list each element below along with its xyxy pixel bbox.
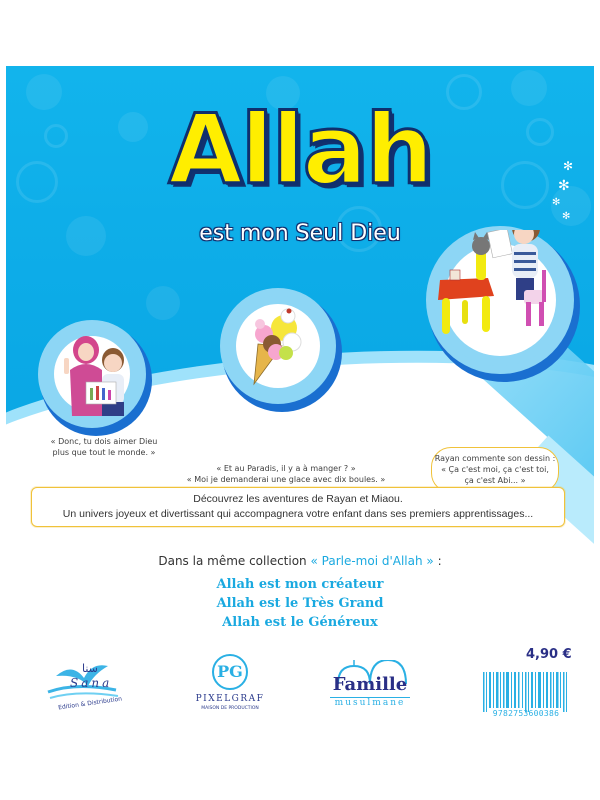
musulmane-text: musulmane [330,697,410,708]
book-title: Allah est le Généreux [222,614,378,630]
blurb-box [31,487,565,527]
sana-name: Sana [70,676,113,690]
collection-suffix: : [433,554,442,568]
pixelgraf-tagline: MAISON DE PRODUCTION [201,706,259,711]
cover-title: Allah [168,94,432,206]
flower-icon: ✻ [562,211,571,222]
flower-icon: ✻ [563,159,574,173]
sana-logo [46,656,126,712]
collection-prefix: Dans la même collection [158,554,311,568]
collection-book-list [6,576,594,633]
caption-line: « Et au Paradis, il y a à manger ? » [216,464,356,473]
ice-cream-illustration [246,306,316,386]
flower-icon: ✻ [552,197,561,208]
caption-line: Rayan commente son dessin : [434,454,556,463]
book-title: Allah est le Très Grand [216,595,384,611]
bubble-decoration [146,286,180,320]
collection-series-name: « Parle-moi d'Allah » [310,554,434,568]
caption-mother-and-child [34,437,174,459]
caption-line: « Moi je demanderai une glace avec dix boules. » [186,474,386,484]
famille-musulmane-logo [330,660,410,710]
sana-arabic: سنا [82,662,98,675]
flower-icon: ✻ [558,178,570,194]
pixelgraf-name: PIXELGRAF [195,694,265,704]
price-label: 4,90 € [526,647,572,662]
bubble-decoration [511,70,547,106]
caption-line: ça c'est Abi... » [464,475,526,485]
isbn-number: 9782753600386 [492,709,560,718]
mother-and-child-illustration [58,330,138,420]
famille-text: Famille [332,674,408,695]
blurb-line-1: Découvrez les aventures de Rayan et Miaou. [193,493,403,505]
barcode-icon [483,672,569,712]
cover-subtitle: est mon Seul Dieu [199,221,401,246]
caption-line: « Ça c'est moi, ça c'est toi, [441,464,549,474]
caption-line: plus que tout le monde. » [52,447,156,457]
pixelgraf-monogram: PG [212,654,248,690]
caption-ice-cream [166,464,406,486]
book-back-cover [6,66,594,800]
blurb-line-2: Un univers joyeux et divertissant qui accompagnera votre enfant dans ses premiers apprentissages... [62,508,534,521]
boy-with-cat-illustration [438,230,588,380]
collection-heading [6,554,594,568]
pixelgraf-logo [190,654,270,714]
sana-tagline: Edition & Distribution [57,695,123,712]
book-title: Allah est mon créateur [216,577,384,592]
caption-line: « Donc, tu dois aimer Dieu [50,437,158,446]
